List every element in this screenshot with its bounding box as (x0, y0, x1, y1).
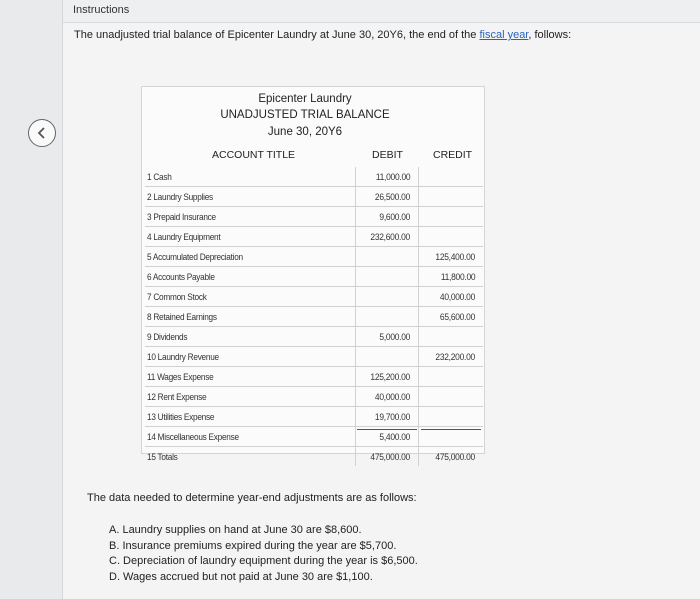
account-title: 11 Wages Expense (147, 371, 214, 382)
debit-amount: 11,000.00 (375, 171, 410, 182)
adjustment-item: A. Laundry supplies on hand at June 30 are $8,600. (109, 524, 362, 536)
account-title-header: ACCOUNT TITLE (212, 149, 296, 161)
table-row (145, 347, 483, 367)
table-row (145, 167, 483, 187)
adjustment-item: B. Insurance premiums expired during the year are $5,700. (109, 539, 397, 552)
account-cell (145, 427, 356, 446)
instructions-header (63, 0, 700, 23)
table-row (145, 367, 483, 387)
account-cell (145, 447, 356, 466)
chevron-left-icon (35, 126, 49, 140)
account-title: 8 Retained Earnings (147, 311, 217, 322)
credit-amount: 65,600.00 (439, 311, 475, 322)
intro-text: The unadjusted trial balance of Epicenter Laundry at June 30, 20Y6, the end of the fiscal year, follows: (74, 29, 572, 41)
instructions-title: Instructions (73, 4, 130, 16)
adjustments-intro: The data needed to determine year-end adjustments are as follows: (87, 492, 417, 504)
credit-amount: 11,800.00 (440, 271, 475, 282)
adjustment-item: C. Depreciation of laundry equipment during the year is $6,500. (109, 555, 418, 567)
debit-cell (356, 287, 419, 306)
account-cell (145, 367, 356, 386)
trial-balance-table (141, 86, 485, 462)
debit-amount: 5,400.00 (379, 431, 410, 442)
debit-amount: 475,000.00 (370, 451, 410, 462)
account-title: 10 Laundry Revenue (147, 351, 219, 362)
account-title: 9 Dividends (147, 331, 188, 342)
debit-amount: 26,500.00 (374, 191, 410, 202)
statement-heading: UNADJUSTED TRIAL BALANCE (220, 109, 390, 121)
credit-amount: 475,000.00 (435, 451, 475, 462)
credit-amount: 40,000.00 (439, 291, 475, 302)
account-cell (145, 247, 356, 266)
account-title: 7 Common Stock (147, 291, 207, 302)
instructions-page (62, 0, 700, 599)
account-cell (145, 407, 356, 426)
debit-amount: 40,000.00 (374, 391, 410, 402)
table-row (145, 227, 483, 247)
debit-amount: 125,200.00 (370, 371, 410, 382)
account-title: 6 Accounts Payable (147, 271, 215, 282)
account-title: 4 Laundry Equipment (147, 231, 221, 242)
credit-total-rule (421, 429, 481, 430)
account-title: 13 Utilities Expense (147, 411, 215, 422)
account-cell (145, 387, 356, 406)
adjustments-list (109, 523, 418, 585)
debit-amount: 232,600.00 (370, 231, 410, 242)
account-cell (145, 207, 356, 226)
account-title: 12 Rent Expense (147, 391, 207, 402)
back-button[interactable] (28, 119, 56, 147)
table-row (145, 287, 483, 307)
account-title: 1 Cash (147, 171, 172, 182)
debit-header: DEBIT (372, 149, 403, 161)
trial-balance-rows (145, 167, 483, 466)
table-row (145, 187, 483, 207)
table-row (145, 207, 483, 227)
debit-cell (356, 267, 419, 286)
account-cell (145, 347, 356, 366)
account-title: 2 Laundry Supplies (147, 191, 213, 202)
table-row (145, 267, 483, 287)
table-row (145, 387, 483, 407)
debit-amount: 19,700.00 (374, 411, 410, 422)
table-row (145, 427, 483, 447)
debit-amount: 5,000.00 (379, 331, 410, 342)
adjustment-item: D. Wages accrued but not paid at June 30 are $1,100. (109, 570, 373, 583)
table-row (145, 327, 483, 347)
fiscal-year-link[interactable]: fiscal year (479, 29, 529, 41)
account-title: 14 Miscellaneous Expense (147, 431, 239, 442)
credit-amount: 125,400.00 (435, 251, 475, 262)
table-row (145, 407, 483, 427)
debit-total-rule (357, 429, 417, 430)
account-cell (145, 327, 356, 346)
account-title: 3 Prepaid Insurance (147, 211, 216, 222)
account-cell (145, 227, 356, 246)
account-title: 5 Accumulated Depreciation (147, 251, 243, 262)
table-row (145, 247, 483, 267)
company-name: Epicenter Laundry (258, 93, 352, 105)
table-row (145, 447, 483, 466)
statement-date: June 30, 20Y6 (267, 126, 343, 138)
account-cell (145, 307, 356, 326)
account-cell (145, 167, 356, 186)
table-row (145, 307, 483, 327)
account-cell (145, 187, 356, 206)
debit-cell (356, 347, 419, 366)
account-cell (145, 267, 356, 286)
debit-amount: 9,600.00 (379, 211, 410, 222)
account-title: 15 Totals (147, 451, 178, 462)
debit-cell (356, 247, 419, 266)
account-cell (145, 287, 356, 306)
credit-amount: 232,200.00 (435, 351, 475, 362)
credit-header: CREDIT (433, 149, 473, 161)
debit-cell (356, 307, 419, 326)
